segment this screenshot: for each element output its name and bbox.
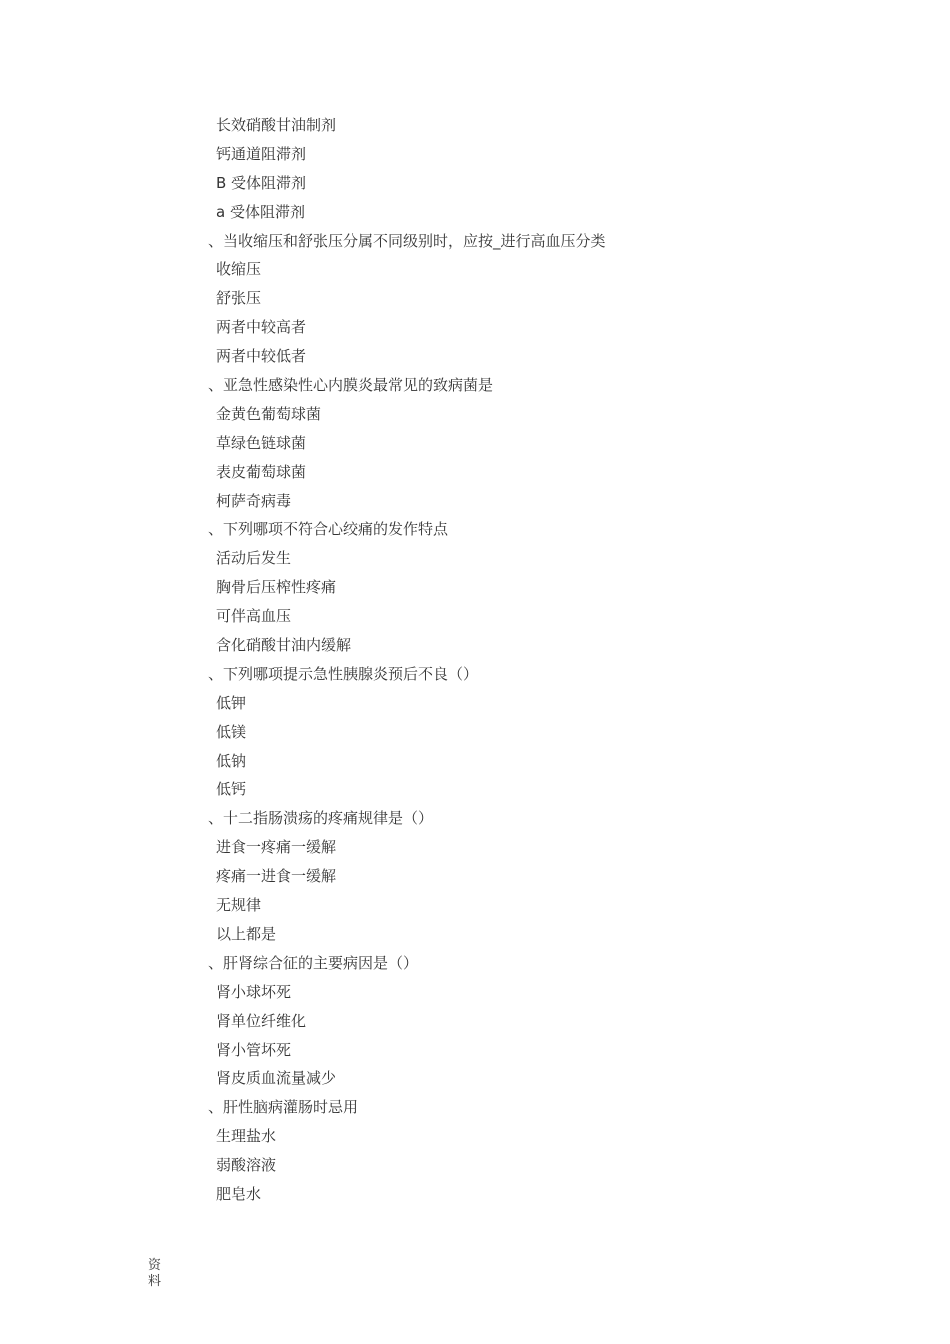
answer-option: 肥皂水 <box>216 1184 262 1203</box>
answer-option: 两者中较低者 <box>216 347 307 366</box>
answer-option: 低镁 <box>216 722 247 741</box>
answer-option: 进食一疼痛一缓解 <box>216 838 337 857</box>
document-body <box>0 111 950 1209</box>
answer-option: B 受体阻滞剂 <box>216 173 307 192</box>
answer-option: 长效硝酸甘油制剂 <box>216 116 337 134</box>
answer-option: 肾小球坏死 <box>216 982 292 1001</box>
answer-option: 肾小管坏死 <box>216 1040 292 1059</box>
question-text: 、下列哪项不符合心绞痛的发作特点 <box>208 520 449 539</box>
answer-option: 胸骨后压榨性疼痛 <box>216 578 337 597</box>
answer-option: 收缩压 <box>216 260 262 279</box>
answer-option: 弱酸溶液 <box>216 1156 277 1175</box>
question-text: 、当收缩压和舒张压分属不同级别时，应按_进行高血压分类 <box>208 231 606 250</box>
answer-option: 柯萨奇病毒 <box>216 491 292 510</box>
question-text: 、下列哪项提示急性胰腺炎预后不良（） <box>208 664 479 683</box>
answer-option: 疼痛一进食一缓解 <box>216 867 337 886</box>
answer-option: 舒张压 <box>216 289 262 308</box>
answer-option: 无规律 <box>216 896 262 915</box>
answer-option: 含化硝酸甘油内缓解 <box>216 636 352 655</box>
answer-option: 金黄色葡萄球菌 <box>216 404 322 423</box>
answer-option: 钙通道阻滞剂 <box>216 144 307 163</box>
question-text: 、亚急性感染性心内膜炎最常见的致病菌是 <box>208 376 494 395</box>
question-text: 、肝肾综合征的主要病因是（） <box>208 953 419 972</box>
answer-option: 活动后发生 <box>216 549 292 568</box>
page-footer-label: 资料 <box>148 1258 162 1289</box>
answer-option: 肾单位纤维化 <box>216 1011 307 1030</box>
answer-option: 低钙 <box>216 780 247 799</box>
answer-option: 表皮葡萄球菌 <box>216 462 307 481</box>
answer-option: 生理盐水 <box>216 1127 277 1146</box>
question-text: 、十二指肠溃疡的疼痛规律是（） <box>208 809 434 828</box>
answer-option: 两者中较高者 <box>216 318 307 337</box>
answer-option: 草绿色链球菌 <box>216 433 307 452</box>
answer-option: 低钾 <box>216 693 247 712</box>
answer-option: 可伴高血压 <box>216 607 292 626</box>
answer-option: 低钠 <box>216 751 247 770</box>
answer-option: 以上都是 <box>216 924 277 943</box>
answer-option: a 受体阻滞剂 <box>216 202 305 221</box>
answer-option: 肾皮质血流量减少 <box>216 1069 337 1088</box>
question-text: 、肝性脑病灌肠时忌用 <box>208 1098 359 1117</box>
